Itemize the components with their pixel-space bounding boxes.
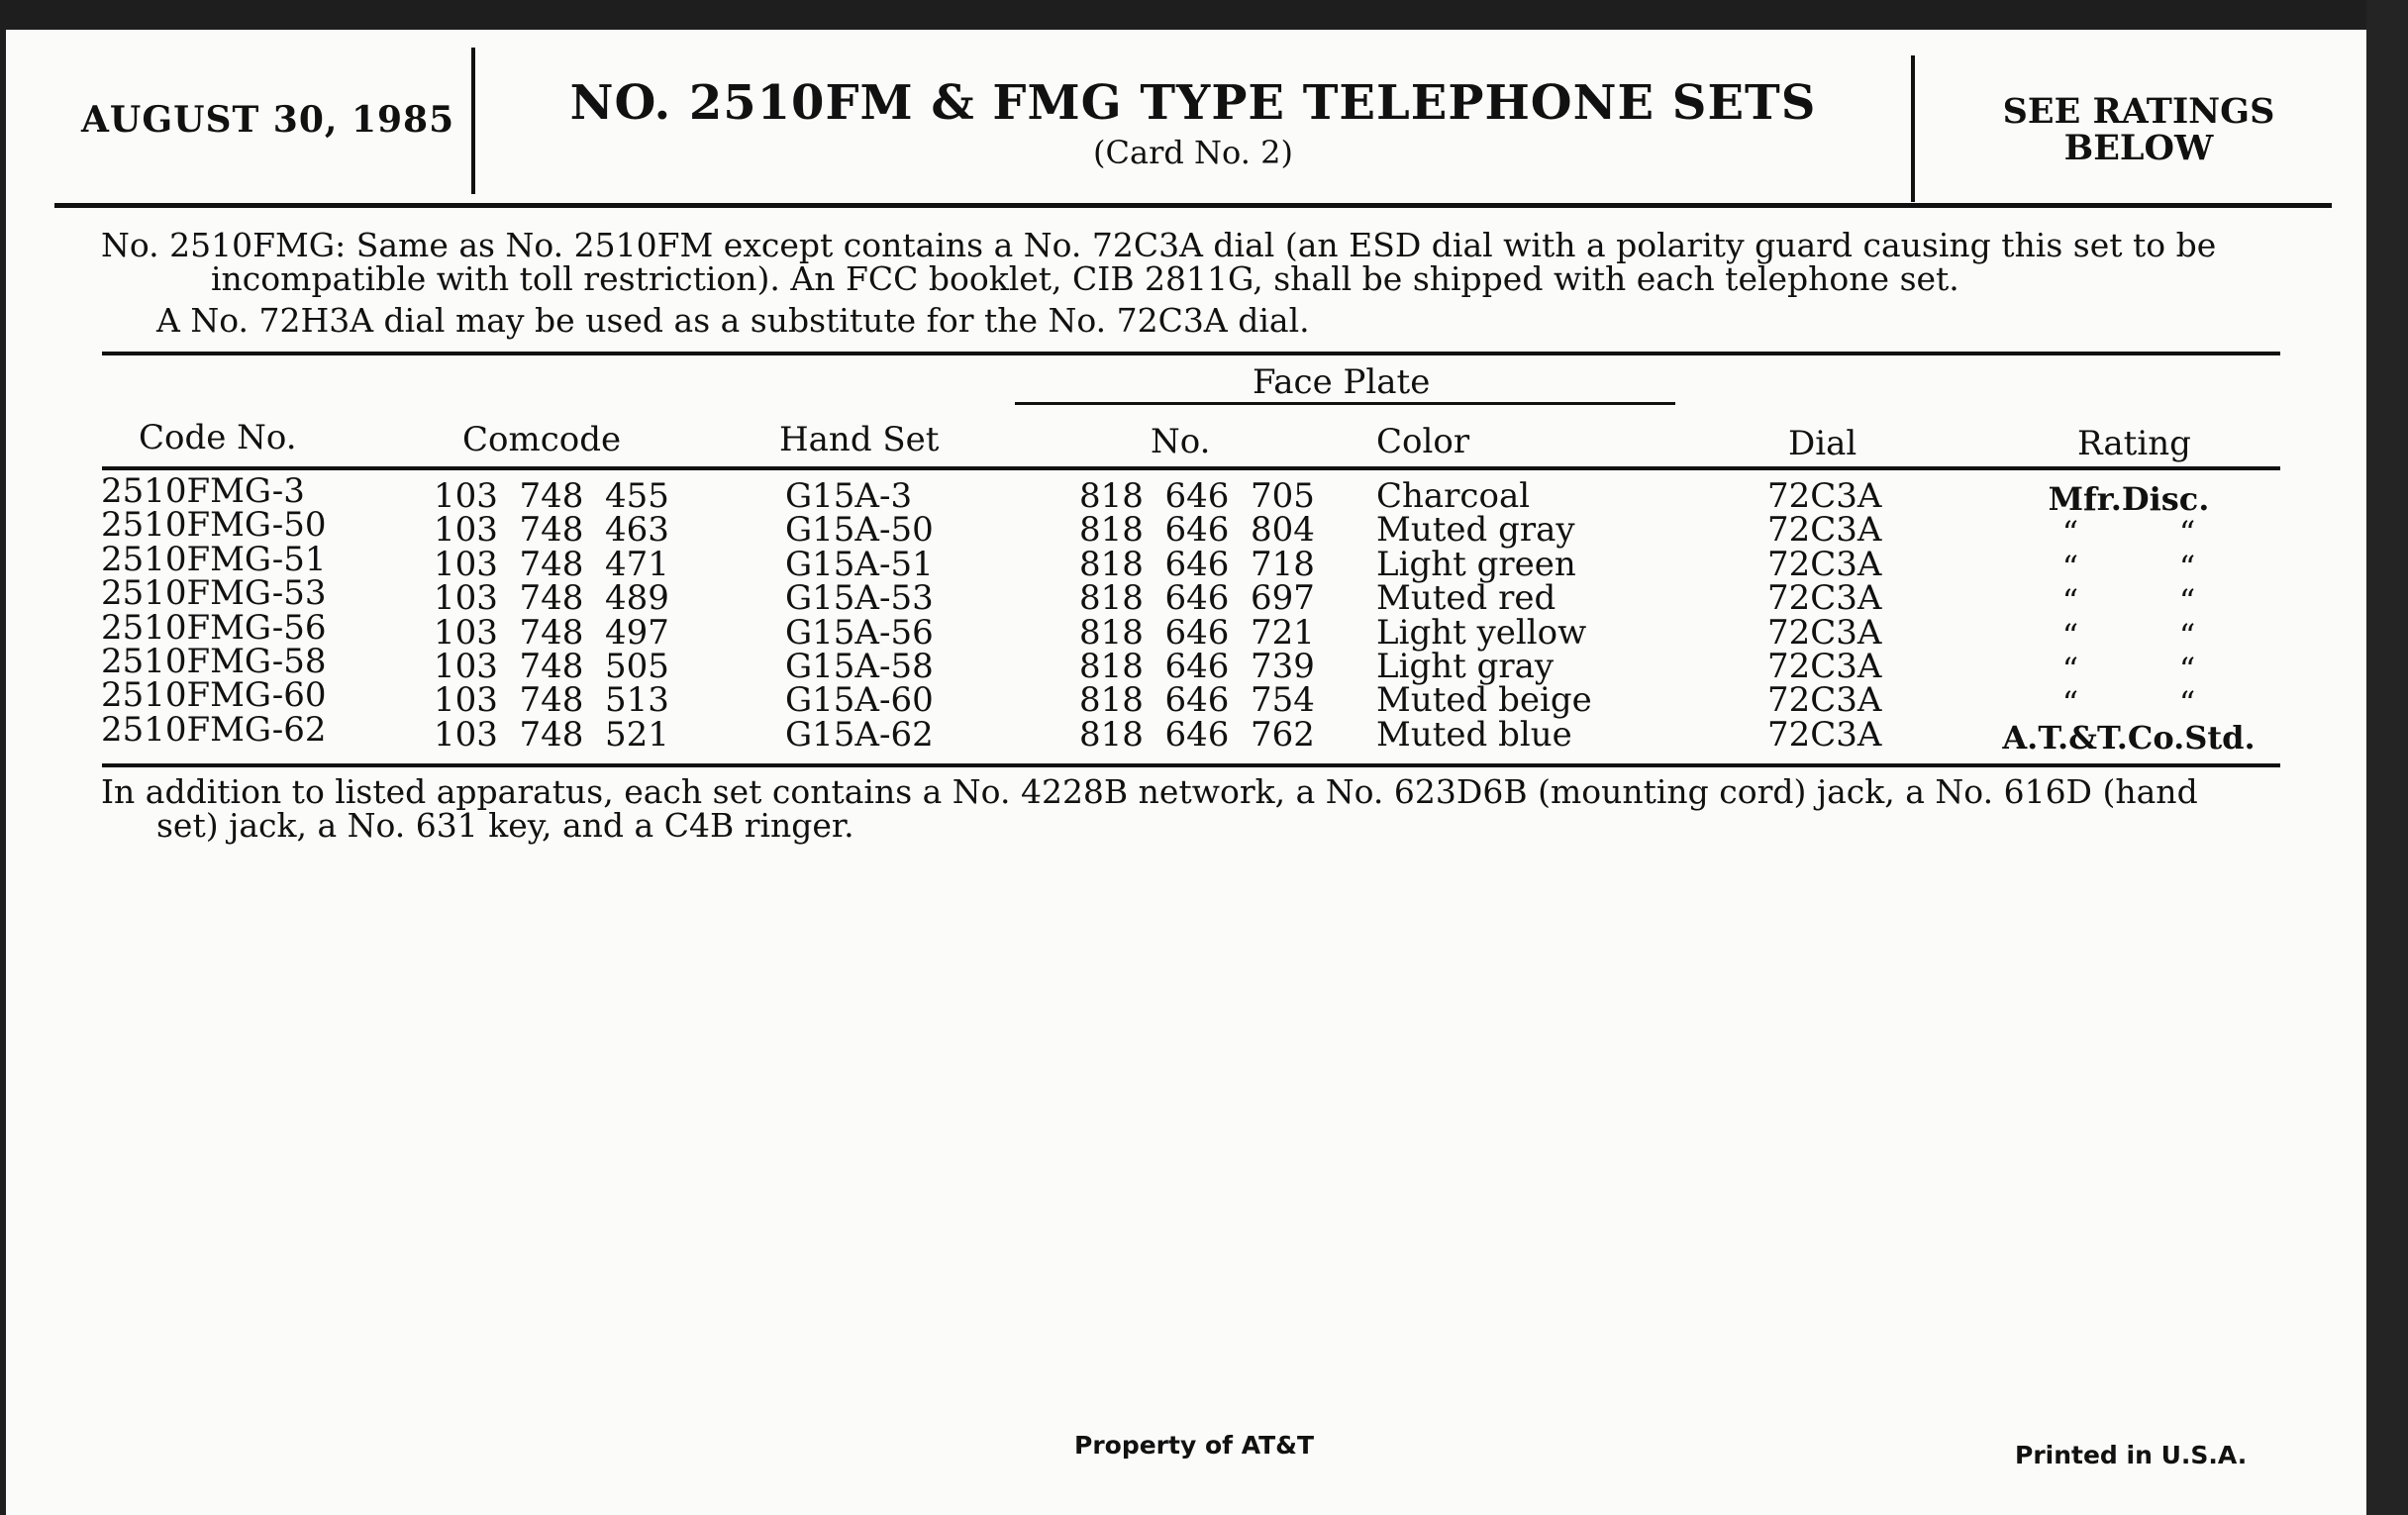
cell-handset: G15A-58 — [785, 647, 934, 686]
cell-code: 2510FMG-51 — [101, 539, 327, 579]
cell-comcode: 103 748 471 — [434, 544, 669, 584]
cell-rating: “ “ — [2061, 616, 2196, 655]
cell-no: 818 646 718 — [1079, 544, 1315, 584]
cell-comcode: 103 748 463 — [434, 510, 669, 551]
cell-handset: G15A-60 — [785, 680, 934, 721]
cell-code: 2510FMG-62 — [101, 709, 327, 750]
card-number: (Card No. 2) — [1093, 134, 1293, 171]
cell-code: 2510FMG-50 — [101, 505, 327, 546]
cell-rating: A.T.&T.Co.Std. — [2002, 718, 2256, 757]
cell-rating: Mfr.Disc. — [2048, 480, 2210, 518]
cell-handset: G15A-50 — [785, 510, 934, 551]
intro-rule — [102, 352, 2280, 355]
addition-line-2: set) jack, a No. 631 key, and a C4B ringer. — [156, 806, 854, 845]
cell-dial: 72C3A — [1767, 647, 1882, 686]
card-date: AUGUST 30, 1985 — [81, 99, 455, 141]
cell-dial: 72C3A — [1767, 578, 1882, 619]
cell-handset: G15A-51 — [785, 544, 934, 584]
face-plate-header: Face Plate — [1253, 362, 1431, 402]
cell-comcode: 103 748 497 — [434, 612, 669, 653]
cell-dial: 72C3A — [1767, 612, 1882, 653]
card-title: NO. 2510FM & FMG TYPE TELEPHONE SETS — [569, 75, 1817, 131]
col-code-header: Code No. — [139, 418, 297, 457]
cell-color: Muted red — [1376, 578, 1556, 619]
intro-line-3: A No. 72H3A dial may be used as a substitute for the No. 72C3A dial. — [156, 301, 1310, 340]
cell-comcode: 103 748 521 — [434, 714, 669, 755]
rating-note-line1: SEE RATINGS — [2002, 91, 2275, 132]
col-handset-header: Hand Set — [779, 420, 940, 459]
cell-handset: G15A-53 — [785, 578, 934, 619]
cell-no: 818 646 739 — [1079, 647, 1315, 686]
cell-comcode: 103 748 455 — [434, 476, 669, 516]
printed-note: Printed in U.S.A. — [2015, 1441, 2248, 1469]
face-plate-rule — [1015, 402, 1675, 405]
cell-code: 2510FMG-3 — [101, 471, 305, 511]
col-comcode-header: Comcode — [462, 420, 622, 459]
col-color-header: Color — [1376, 422, 1470, 461]
cell-dial: 72C3A — [1767, 680, 1882, 721]
cell-color: Muted beige — [1376, 680, 1592, 721]
intro-line-1: No. 2510FMG: Same as No. 2510FM except contains a No. 72C3A dial (an ESD dial with a polarity guard causing this set to be — [101, 226, 2217, 264]
cell-color: Muted gray — [1376, 510, 1575, 551]
cell-no: 818 646 705 — [1079, 476, 1315, 516]
cell-code: 2510FMG-58 — [101, 642, 327, 681]
cell-rating: “ “ — [2061, 684, 2196, 723]
cell-dial: 72C3A — [1767, 544, 1882, 584]
cell-no: 818 646 697 — [1079, 578, 1315, 619]
header-rule — [54, 203, 2332, 208]
cell-handset: G15A-62 — [785, 714, 934, 755]
cell-comcode: 103 748 505 — [434, 647, 669, 686]
property-note: Property of AT&T — [1074, 1431, 1315, 1460]
cell-color: Muted blue — [1376, 714, 1572, 755]
cell-dial: 72C3A — [1767, 510, 1882, 551]
col-rating-header: Rating — [2077, 424, 2191, 463]
cell-code: 2510FMG-60 — [101, 675, 327, 716]
cell-rating: “ “ — [2061, 514, 2196, 553]
cell-no: 818 646 762 — [1079, 714, 1315, 755]
cell-rating: “ “ — [2061, 548, 2196, 586]
addition-line-1: In addition to listed apparatus, each set contains a No. 4228B network, a No. 623D6B (mounting cord) jack, a No. 616D (hand — [101, 772, 2198, 811]
cell-comcode: 103 748 513 — [434, 680, 669, 721]
cell-rating: “ “ — [2061, 582, 2196, 621]
header-divider-right — [1911, 55, 1915, 202]
table-bottom-rule — [102, 763, 2280, 767]
cell-handset: G15A-3 — [785, 476, 913, 516]
rating-note-line2: BELOW — [2063, 128, 2214, 168]
cell-dial: 72C3A — [1767, 714, 1882, 755]
cell-color: Light gray — [1376, 647, 1555, 686]
table-header-rule — [102, 466, 2280, 470]
cell-color: Light yellow — [1376, 612, 1587, 653]
col-no-header: No. — [1151, 422, 1211, 461]
cell-code: 2510FMG-53 — [101, 573, 327, 614]
rating-note — [1941, 93, 2337, 166]
cell-no: 818 646 804 — [1079, 510, 1315, 551]
col-dial-header: Dial — [1788, 424, 1857, 463]
cell-color: Light green — [1376, 544, 1576, 584]
cell-no: 818 646 721 — [1079, 612, 1315, 653]
cell-code: 2510FMG-56 — [101, 607, 327, 648]
intro-line-2: incompatible with toll restriction). An FCC booklet, CIB 2811G, shall be shipped with each telephone set. — [211, 259, 1959, 298]
cell-handset: G15A-56 — [785, 612, 934, 653]
cell-no: 818 646 754 — [1079, 680, 1315, 721]
scan-edge — [2366, 0, 2408, 1515]
cell-comcode: 103 748 489 — [434, 578, 669, 619]
cell-dial: 72C3A — [1767, 476, 1882, 516]
cell-rating: “ “ — [2061, 651, 2196, 688]
cell-color: Charcoal — [1376, 476, 1531, 516]
